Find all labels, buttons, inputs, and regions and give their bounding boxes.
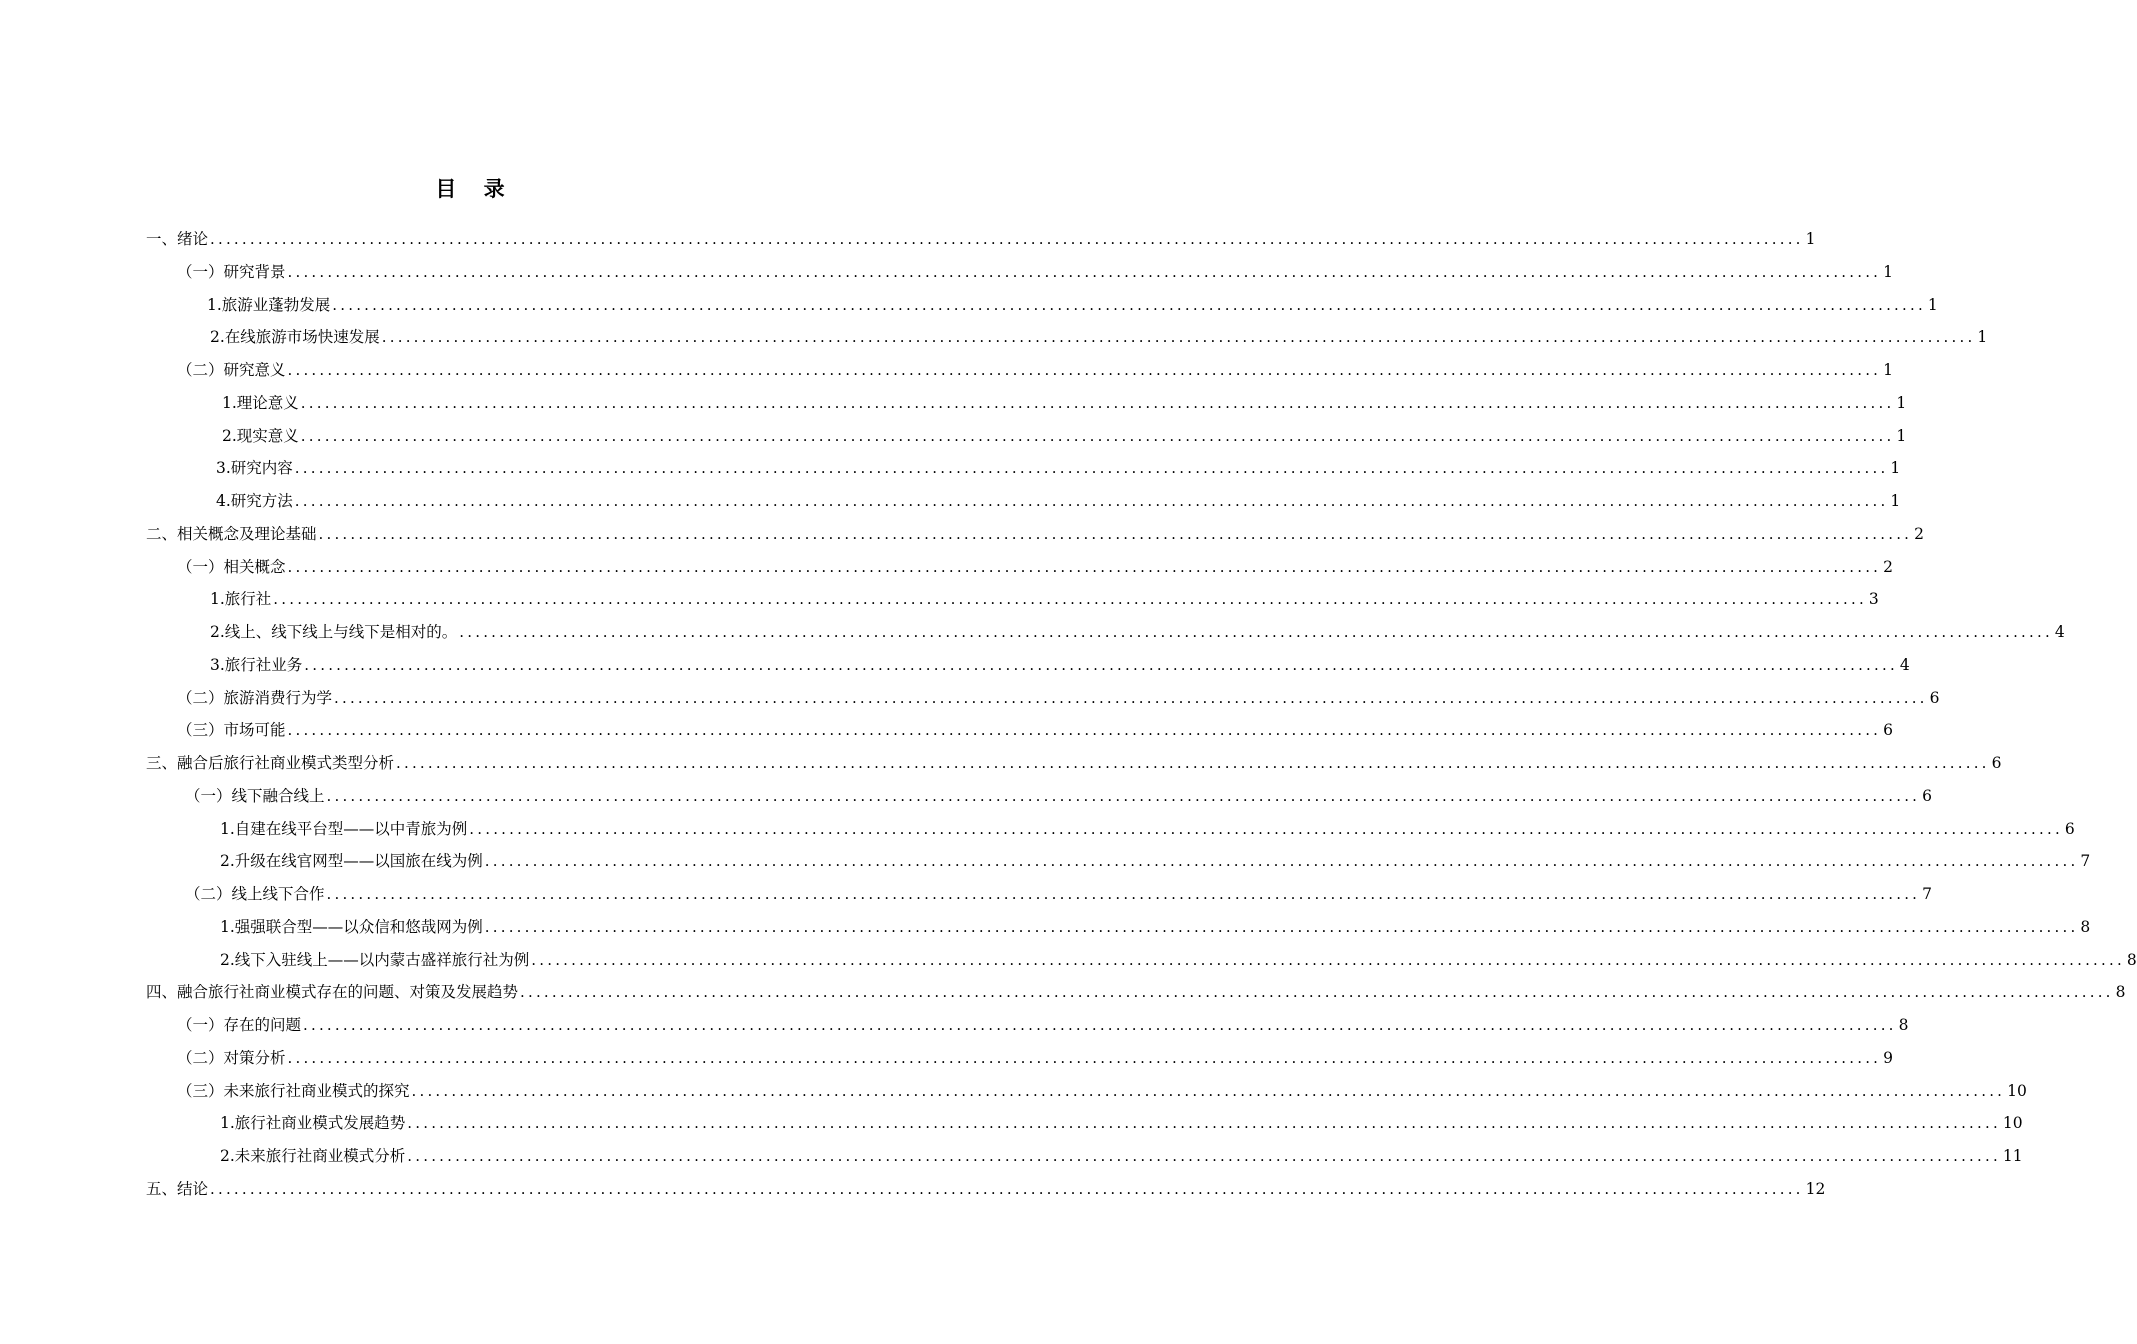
toc-entry-label: 2.线下入驻线上——以内蒙古盛祥旅行社为例 xyxy=(220,950,530,969)
toc-entry-label: （二）对策分析 xyxy=(177,1048,286,1067)
toc-dot-leader: ........................................................................................................................................................................................................ xyxy=(396,754,1990,772)
toc-entry-label: （三）未来旅行社商业模式的探究 xyxy=(177,1081,410,1100)
toc-page-number: 1 xyxy=(1805,230,1816,248)
toc-entry[interactable] xyxy=(220,845,2091,878)
toc-page-number: 7 xyxy=(2080,852,2091,871)
toc-page-number: 6 xyxy=(1922,786,1933,805)
toc-entry[interactable] xyxy=(185,878,1933,911)
toc-page-number: 11 xyxy=(2002,1147,2023,1165)
toc-entry-label: 2.未来旅行社商业模式分析 xyxy=(220,1147,406,1165)
toc-entry[interactable] xyxy=(146,976,2126,1009)
toc-dot-leader: ........................................................................................................................................................................................................ xyxy=(300,393,1895,412)
toc-dot-leader: ........................................................................................................................................................................................................ xyxy=(300,426,1895,445)
toc-entry[interactable] xyxy=(220,1140,2023,1173)
toc-entry-label: 五、结论 xyxy=(146,1179,209,1198)
toc-dot-leader: ........................................................................................................................................................................................................ xyxy=(381,328,1976,347)
toc-entry[interactable] xyxy=(220,1107,2023,1140)
toc-entry-label: （一）相关概念 xyxy=(177,557,286,576)
toc-page-number: 7 xyxy=(1922,885,1933,903)
toc-page-number: 8 xyxy=(2080,917,2091,936)
toc-dot-leader: ........................................................................................................................................................................................................ xyxy=(520,983,2114,1002)
toc-entry[interactable] xyxy=(146,1173,1826,1206)
toc-dot-leader: ........................................................................................................................................................................................................ xyxy=(469,819,2063,838)
toc-entry-label: 1.强强联合型——以众信和悠哉网为例 xyxy=(220,917,483,936)
toc-entry-label: 1.旅行社商业模式发展趋势 xyxy=(220,1114,406,1133)
toc-entry-label: （三）市场可能 xyxy=(177,721,286,740)
toc-page-number: 3 xyxy=(1868,590,1879,609)
toc-page-number: 10 xyxy=(2002,1114,2023,1133)
toc-entry-label: 三、融合后旅行社商业模式类型分析 xyxy=(146,754,395,772)
toc-dot-leader: ........................................................................................................................................................................................................ xyxy=(484,917,2079,936)
toc-entry[interactable] xyxy=(210,649,1910,682)
toc-dot-leader: ........................................................................................................................................................................................................ xyxy=(303,1016,1897,1034)
toc-entry[interactable] xyxy=(222,387,1907,420)
toc-dot-leader: ........................................................................................................................................................................................................ xyxy=(294,459,1889,478)
toc-entry[interactable] xyxy=(222,420,1907,453)
toc-dot-leader: ........................................................................................................................................................................................................ xyxy=(294,492,1889,510)
toc-entry-label: 4.研究方法 xyxy=(216,492,293,510)
toc-page-number: 12 xyxy=(1805,1179,1826,1198)
toc-entry-label: 1.自建在线平台型——以中青旅为例 xyxy=(220,819,468,838)
toc-entry-label: 1.旅游业蓬勃发展 xyxy=(207,295,331,314)
toc-page-number: 1 xyxy=(1890,492,1901,510)
toc-dot-leader: ........................................................................................................................................................................................................ xyxy=(326,885,1921,903)
toc-page-number: 6 xyxy=(1883,721,1894,740)
toc-entry[interactable] xyxy=(220,944,2137,977)
toc-entry-label: （二）线上线下合作 xyxy=(185,885,325,903)
toc-entry-label: （一）存在的问题 xyxy=(177,1016,302,1034)
toc-dot-leader: ........................................................................................................................................................................................................ xyxy=(531,950,2125,969)
toc-entry-label: 2.线上、线下线上与线下是相对的。 xyxy=(210,623,458,641)
toc-entry-label: 2.在线旅游市场快速发展 xyxy=(210,328,380,347)
toc-entry[interactable] xyxy=(177,1075,2027,1108)
toc-dot-leader: ........................................................................................................................................................................................................ xyxy=(287,1048,1882,1067)
toc-entry[interactable] xyxy=(177,551,1894,584)
toc-dot-leader: ........................................................................................................................................................................................................ xyxy=(210,1179,1804,1198)
toc-entry-label: 3.研究内容 xyxy=(216,459,293,478)
toc-dot-leader: ........................................................................................................................................................................................................ xyxy=(332,295,1926,314)
toc-page-number: 10 xyxy=(2007,1081,2027,1100)
toc-dot-leader: ........................................................................................................................................................................................................ xyxy=(484,852,2079,871)
toc-entry[interactable] xyxy=(216,452,1901,485)
toc-page-number: 8 xyxy=(1898,1016,1909,1034)
toc-dot-leader: ........................................................................................................................................................................................................ xyxy=(287,557,1882,576)
toc-page-number: 2 xyxy=(1883,557,1894,576)
toc-dot-leader: ........................................................................................................................................................................................................ xyxy=(287,361,1882,379)
toc-entry[interactable] xyxy=(146,223,1816,256)
toc-entry-label: （二）旅游消费行为学 xyxy=(177,688,333,707)
toc-page-number: 2 xyxy=(1914,524,1925,543)
toc-entry[interactable] xyxy=(177,354,1894,387)
toc-entry-label: 四、融合旅行社商业模式存在的问题、对策及发展趋势 xyxy=(146,983,519,1002)
toc-dot-leader: ........................................................................................................................................................................................................ xyxy=(334,688,1928,707)
toc-page-number: 1 xyxy=(1927,295,1938,314)
toc-entry[interactable] xyxy=(177,714,1894,747)
toc-page-number: 4 xyxy=(1899,655,1910,674)
toc-entry-label: （一）线下融合线上 xyxy=(185,786,325,805)
toc-page-number: 6 xyxy=(2064,819,2075,838)
toc-page-number: 9 xyxy=(1883,1048,1894,1067)
toc-entry[interactable] xyxy=(177,256,1894,289)
toc-page-number: 8 xyxy=(2115,983,2126,1002)
toc-dot-leader: ........................................................................................................................................................................................................ xyxy=(318,524,1913,543)
toc-entry[interactable] xyxy=(216,485,1901,518)
toc-entry[interactable] xyxy=(185,780,1933,813)
toc-entry-label: 3.旅行社业务 xyxy=(210,655,303,674)
toc-dot-leader: ........................................................................................................................................................................................................ xyxy=(407,1147,2001,1165)
toc-page-number: 1 xyxy=(1896,426,1907,445)
toc-dot-leader: ........................................................................................................................................................................................................ xyxy=(411,1081,2006,1100)
toc-entry-label: 2.升级在线官网型——以国旅在线为例 xyxy=(220,852,483,871)
toc-entry[interactable] xyxy=(207,289,1938,322)
toc-page-number: 1 xyxy=(1890,459,1901,478)
toc-entry[interactable] xyxy=(220,813,2075,846)
toc-entry[interactable] xyxy=(177,682,1940,715)
page-title: 目 录 xyxy=(435,176,515,201)
toc-page-number: 1 xyxy=(1883,262,1894,281)
toc-dot-leader: ........................................................................................................................................................................................................ xyxy=(210,230,1804,248)
toc-entry-label: 2.现实意义 xyxy=(222,426,299,445)
toc-entry[interactable] xyxy=(177,1009,1909,1042)
toc-dot-leader: ........................................................................................................................................................................................................ xyxy=(273,590,1867,609)
toc-dot-leader: ........................................................................................................................................................................................................ xyxy=(326,786,1921,805)
toc-page-number: 1 xyxy=(1977,328,1988,347)
toc-page-number: 4 xyxy=(2054,623,2065,641)
toc-entry[interactable] xyxy=(210,616,2065,649)
toc-page-number: 6 xyxy=(1991,754,2002,772)
toc-entry[interactable] xyxy=(177,1042,1894,1075)
toc-entry[interactable] xyxy=(210,583,1879,616)
toc-page-number: 1 xyxy=(1883,361,1894,379)
toc-entry[interactable] xyxy=(146,747,2002,780)
toc-entry-label: 1.旅行社 xyxy=(210,590,272,609)
toc-page-number: 6 xyxy=(1929,688,1940,707)
toc-page-number: 1 xyxy=(1896,393,1907,412)
toc-entry-label: 一、绪论 xyxy=(146,230,209,248)
toc-entry-label: 1.理论意义 xyxy=(222,393,299,412)
toc-entry[interactable] xyxy=(220,911,2091,944)
toc-dot-leader: ........................................................................................................................................................................................................ xyxy=(287,721,1882,740)
toc-dot-leader: ........................................................................................................................................................................................................ xyxy=(287,262,1882,281)
toc-dot-leader: ........................................................................................................................................................................................................ xyxy=(304,655,1898,674)
toc-dot-leader: ........................................................................................................................................................................................................ xyxy=(407,1114,2001,1133)
toc-entry-label: （一）研究背景 xyxy=(177,262,286,281)
toc-entry[interactable] xyxy=(210,321,1988,354)
toc-entry-label: （二）研究意义 xyxy=(177,361,286,379)
toc-entry-label: 二、相关概念及理论基础 xyxy=(146,524,317,543)
toc-dot-leader: ........................................................................................................................................................................................................ xyxy=(459,623,2053,641)
toc-entry[interactable] xyxy=(146,518,1925,551)
toc-page-number: 8 xyxy=(2126,950,2137,969)
